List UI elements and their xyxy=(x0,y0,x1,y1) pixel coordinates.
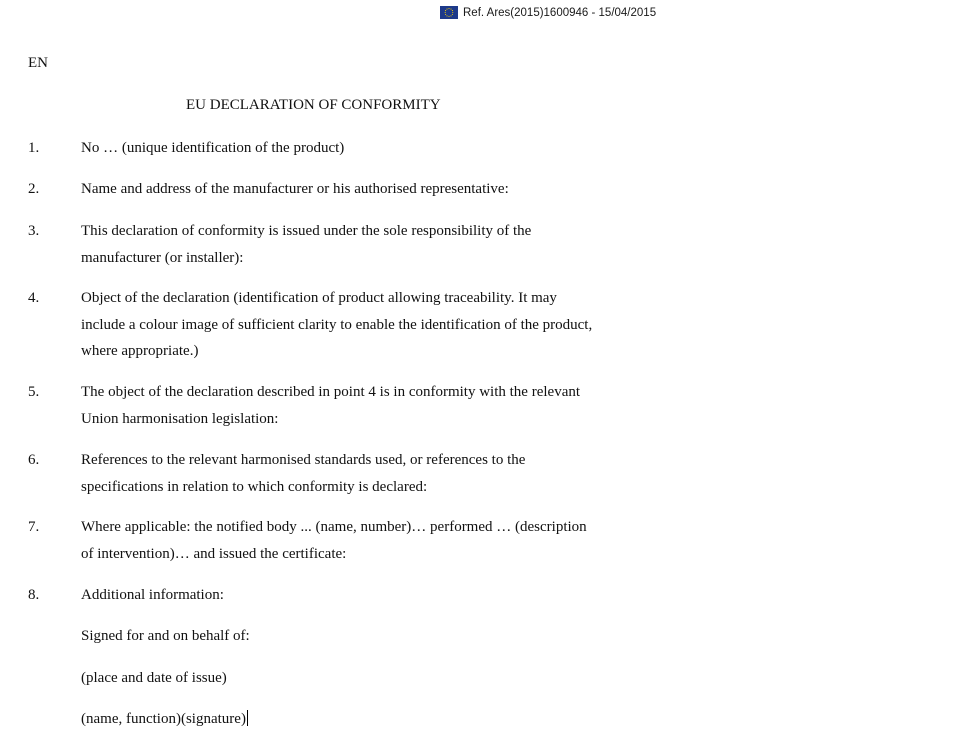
document-title: EU DECLARATION OF CONFORMITY xyxy=(186,97,441,113)
item-text: The object of the declaration described in point 4 is in conformity with the relevant Union harmonisation legislation: xyxy=(81,384,581,427)
declaration-item-2 xyxy=(28,176,628,203)
item-text: No … (unique identification of the product) xyxy=(81,140,345,156)
item-text: Additional information: xyxy=(81,587,224,603)
declaration-item-7 xyxy=(28,514,628,567)
item-number: 7. xyxy=(28,519,40,535)
item-number: 1. xyxy=(28,140,40,156)
item-number: 4. xyxy=(28,290,40,306)
item-number: 2. xyxy=(28,181,40,197)
reference-stamp xyxy=(440,5,656,20)
place-date-line: (place and date of issue) xyxy=(81,670,227,686)
name-function-text: (name, function)(signature) xyxy=(81,711,246,727)
item-number: 8. xyxy=(28,587,40,603)
declaration-item-4 xyxy=(28,285,628,365)
language-code: EN xyxy=(28,55,48,71)
item-text: This declaration of conformity is issued under the sole responsibility of the manufacturer (or installer): xyxy=(81,223,532,266)
text-cursor xyxy=(247,710,248,726)
declaration-item-1 xyxy=(28,135,628,162)
eu-flag-icon xyxy=(440,6,458,19)
item-text: Name and address of the manufacturer or his authorised representative: xyxy=(81,181,509,197)
item-text: Where applicable: the notified body ... (name, number)… performed … (description of intervention)… and issued the certificate: xyxy=(81,519,587,562)
item-number: 6. xyxy=(28,452,40,468)
signed-for-line: Signed for and on behalf of: xyxy=(81,628,250,644)
declaration-item-3 xyxy=(28,218,628,271)
declaration-item-5 xyxy=(28,379,628,432)
item-text: References to the relevant harmonised standards used, or references to the specifications in relation to which conformity is declared: xyxy=(81,452,526,495)
item-text: Object of the declaration (identification of product allowing traceability. It may include a colour image of sufficient clarity to enable the identification of the product, where appropriate.) xyxy=(81,290,593,359)
name-function-line[interactable] xyxy=(81,706,248,733)
declaration-item-6 xyxy=(28,447,628,500)
declaration-item-8 xyxy=(28,582,628,609)
item-number: 3. xyxy=(28,223,40,239)
reference-number: Ref. Ares(2015)1600946 - 15/04/2015 xyxy=(463,6,657,19)
item-number: 5. xyxy=(28,384,40,400)
